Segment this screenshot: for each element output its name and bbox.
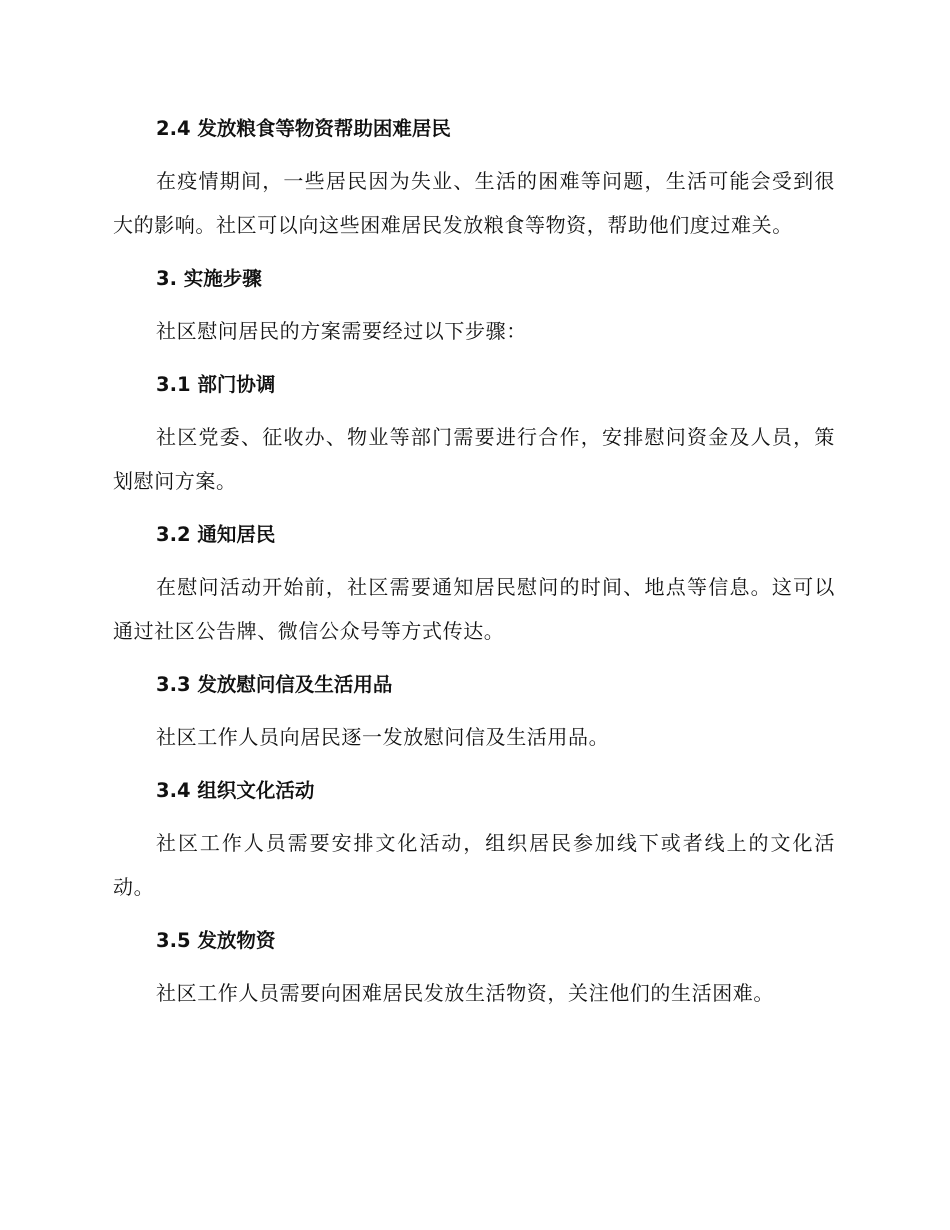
section-heading-2-4: 2.4 发放粮食等物资帮助困难居民	[156, 117, 451, 140]
section-heading-3-3: 3.3 发放慰问信及生活用品	[156, 673, 393, 696]
section-heading-3-5: 3.5 发放物资	[156, 929, 276, 952]
section-paragraph-3: 社区慰问居民的方案需要经过以下步骤：	[156, 319, 527, 343]
section-paragraph-3-4: 社区工作人员需要安排文化活动，组织居民参加线下或者线上的文化活动。	[113, 831, 835, 899]
section-paragraph-3-5: 社区工作人员需要向困难居民发放生活物资，关注他们的生活困难。	[156, 981, 774, 1005]
section-heading-3-2: 3.2 通知居民	[156, 523, 276, 546]
section-heading-3-1: 3.1 部门协调	[156, 373, 276, 396]
section-heading-3: 3. 实施步骤	[156, 267, 262, 290]
section-paragraph-3-1: 社区党委、征收办、物业等部门需要进行合作，安排慰问资金及人员，策划慰问方案。	[113, 425, 835, 493]
section-heading-3-4: 3.4 组织文化活动	[156, 779, 315, 802]
section-paragraph-2-4: 在疫情期间，一些居民因为失业、生活的困难等问题，生活可能会受到很大的影响。社区可以向这些困难居民发放粮食等物资，帮助他们度过难关。	[113, 169, 835, 237]
document-body	[113, 112, 835, 1015]
section-paragraph-3-2: 在慰问活动开始前，社区需要通知居民慰问的时间、地点等信息。这可以通过社区公告牌、微信公众号等方式传达。	[113, 575, 835, 643]
section-paragraph-3-3: 社区工作人员向居民逐一发放慰问信及生活用品。	[156, 725, 610, 749]
